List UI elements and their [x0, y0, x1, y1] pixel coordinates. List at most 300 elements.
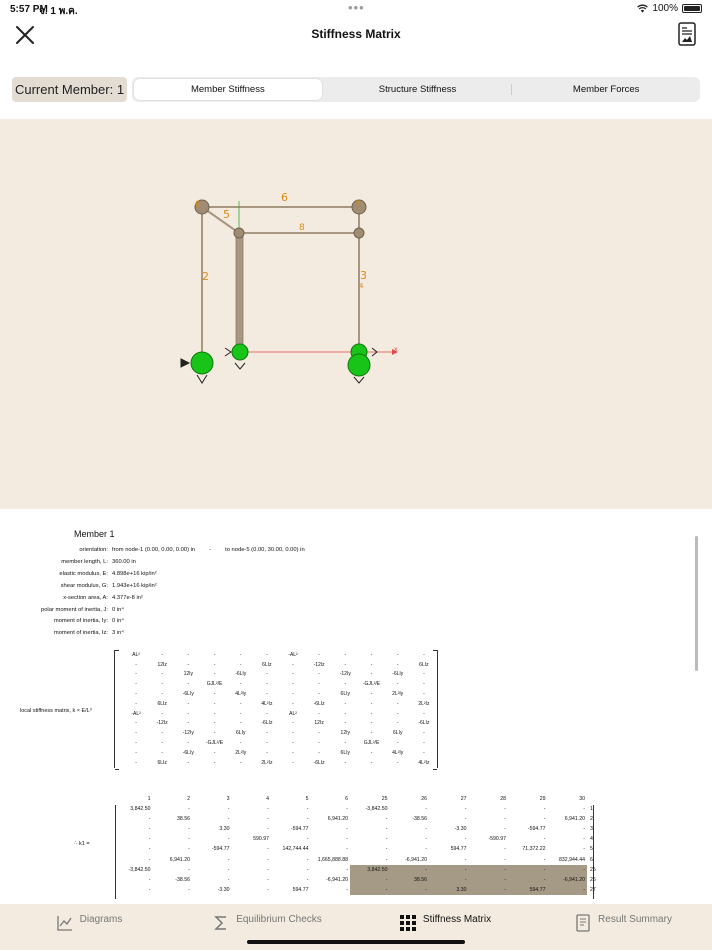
- matrix-cell: -: [385, 846, 388, 853]
- matrix-row: [123, 660, 437, 670]
- matrix-row: [123, 709, 437, 719]
- matrix-cell: -: [370, 710, 373, 717]
- matrix-cell: -: [266, 651, 268, 658]
- matrix-cell: -: [266, 749, 268, 756]
- support-node[interactable]: [348, 354, 370, 376]
- matrix-cell: 6LIz: [419, 661, 429, 668]
- matrix-cell: -: [385, 856, 388, 863]
- matrix-cell: -: [425, 836, 427, 843]
- matrix-cell: -6LIy: [392, 671, 404, 678]
- matrix-cell: -: [306, 836, 309, 843]
- prop-value: from node-1 (0.00, 0.00, 0.00) in: [112, 547, 196, 553]
- tab-label: Diagrams: [79, 914, 123, 925]
- matrix-cell: 2L²Iy: [235, 749, 247, 756]
- member-label: 6: [281, 191, 288, 204]
- matrix-cell: -: [187, 661, 190, 668]
- page-title: Stiffness Matrix: [311, 27, 401, 41]
- matrix-cell: -: [267, 856, 269, 863]
- matrix-cell: -: [396, 720, 399, 727]
- matrix-row: [123, 719, 437, 729]
- matrix-cell: -: [292, 700, 294, 707]
- matrix-cell: -: [161, 671, 163, 678]
- matrix-cell: -6,941.20: [405, 856, 427, 863]
- matrix-column-header: 6: [345, 796, 348, 802]
- matrix-cell: -: [350, 875, 390, 885]
- member-label: 3: [360, 269, 367, 282]
- battery-icon: [682, 4, 702, 13]
- matrix-cell: -: [344, 710, 347, 717]
- matrix-row: [113, 814, 601, 824]
- matrix-cell: -: [396, 651, 399, 658]
- prop-label: elastic modulus, E:: [59, 570, 108, 577]
- matrix-row-number: 25: [590, 866, 596, 873]
- matrix-cell: -: [213, 730, 216, 737]
- matrix-cell: -: [504, 816, 506, 823]
- matrix-row-number: 2: [590, 816, 593, 823]
- prop-value: 0 in⁴: [112, 618, 124, 625]
- matrix-cell: -: [469, 865, 509, 875]
- matrix-column-header: 4: [266, 796, 269, 802]
- matrix-cell: -6LIz: [418, 720, 430, 727]
- prop-label: member length, L:: [61, 558, 108, 565]
- matrix-cell: -: [227, 816, 230, 823]
- matrix-cell: 590.97: [253, 836, 269, 843]
- matrix-cell: -: [370, 691, 373, 698]
- matrix-cell: 6,941.20: [564, 816, 585, 823]
- matrix-cell: 594.77: [292, 886, 309, 893]
- matrix-row: [113, 885, 601, 895]
- matrix-cell: -: [135, 749, 137, 756]
- matrix-cell: 38.56: [177, 816, 190, 823]
- chart-icon: [56, 914, 74, 932]
- matrix-cell: 6LIy: [236, 730, 246, 737]
- matrix-cell: 3.30: [219, 826, 230, 833]
- matrix-cell: -: [385, 816, 388, 823]
- prop-value: 1.943e+16 kip/in²: [112, 582, 157, 589]
- home-indicator[interactable]: [247, 940, 465, 944]
- matrix-cell: -: [148, 846, 151, 853]
- navigation-bar: [0, 18, 712, 52]
- matrix-cell: -: [344, 720, 347, 727]
- member-label: 5: [223, 208, 230, 221]
- tab-label: Equilibrium Checks: [236, 914, 322, 925]
- matrix-cell: -: [266, 710, 268, 717]
- matrix-column-header: 3: [226, 796, 230, 802]
- node[interactable]: [234, 228, 244, 238]
- matrix-cell: -: [370, 651, 373, 658]
- status-date: จ. 1 พ.ค.: [39, 6, 78, 17]
- matrix-cell: -6LIz: [261, 720, 273, 727]
- matrix-cell: -6,941.20: [326, 876, 348, 883]
- matrix-cell: -: [239, 661, 242, 668]
- support-node[interactable]: [191, 352, 213, 374]
- matrix-cell: -: [267, 806, 269, 813]
- matrix-row: [123, 650, 437, 660]
- matrix-column-header: 5: [305, 796, 309, 802]
- tab-structure-stiffness[interactable]: Structure Stiffness: [378, 84, 457, 95]
- matrix-cell: -: [135, 661, 137, 668]
- matrix-row-number: 4: [590, 836, 593, 843]
- matrix-cell: -: [148, 886, 151, 893]
- matrix-cell: -: [396, 710, 399, 717]
- matrix-cell: -: [423, 749, 425, 756]
- local-matrix-label: local stiffness matrix, k × E/L³: [20, 708, 92, 714]
- local-matrix-table: [123, 650, 437, 768]
- prop-value: 3 in⁴: [112, 630, 124, 637]
- matrix-cell: 12Iy: [183, 671, 194, 678]
- matrix-cell: -: [187, 651, 190, 658]
- matrix-cell: GJL²/E: [206, 681, 223, 688]
- matrix-cell: -: [318, 730, 320, 737]
- matrix-cell: -: [583, 806, 585, 813]
- report-icon[interactable]: [678, 22, 696, 46]
- matrix-cell: -: [464, 856, 467, 863]
- prop-value: 4.898e+16 kip/in²: [112, 570, 157, 577]
- matrix-cell: -: [346, 886, 348, 893]
- matrix-cell: -: [267, 876, 269, 883]
- prop-label: x-section area, A:: [63, 594, 108, 601]
- matrix-cell: 142,744.44: [282, 846, 309, 853]
- document-icon: [574, 914, 592, 932]
- view-selector-bar: [0, 76, 712, 104]
- matrix-cell: -: [344, 759, 347, 766]
- matrix-cell: 6LIz: [262, 661, 272, 668]
- scroll-indicator[interactable]: [695, 536, 698, 671]
- matrix-cell: -: [213, 749, 216, 756]
- matrix-cell: -: [370, 720, 373, 727]
- prop-value: 360.00 in: [112, 558, 136, 565]
- matrix-cell: 6,941.20: [327, 816, 348, 823]
- matrix-cell: -: [135, 671, 137, 678]
- matrix-cell: -: [213, 759, 216, 766]
- matrix-cell: 832,944.44: [559, 856, 585, 863]
- matrix-cell: -: [543, 816, 546, 823]
- tab-member-stiffness[interactable]: Member Stiffness: [134, 79, 322, 100]
- matrix-cell: -: [346, 846, 348, 853]
- matrix-cell: -: [370, 700, 373, 707]
- matrix-cell: GJL²/E: [363, 740, 380, 747]
- matrix-row: [123, 738, 437, 748]
- matrix-cell: -: [292, 661, 294, 668]
- matrix-cell: AL²: [289, 710, 297, 717]
- matrix-row: [123, 728, 437, 738]
- matrix-cell: -: [161, 710, 163, 717]
- matrix-cell: -: [213, 651, 216, 658]
- matrix-header-row: [113, 794, 601, 804]
- matrix-cell: -594.77: [290, 826, 309, 833]
- matrix-cell: -: [344, 700, 347, 707]
- matrix-row: [113, 824, 601, 834]
- matrix-cell: -: [425, 846, 427, 853]
- matrix-cell: -: [239, 720, 242, 727]
- matrix-cell: 1,665,888.88: [317, 856, 348, 863]
- matrix-cell: -: [396, 661, 399, 668]
- member-label: 2: [202, 270, 209, 283]
- matrix-column-header: 26: [421, 796, 427, 802]
- tab-diagrams[interactable]: [0, 904, 178, 950]
- matrix-cell: -: [266, 681, 268, 688]
- prop-label: orientation:: [79, 547, 108, 553]
- matrix-cell: -: [469, 875, 509, 885]
- matrix-cell: -: [227, 876, 230, 883]
- matrix-cell: -: [306, 816, 309, 823]
- matrix-cell: -: [344, 651, 347, 658]
- matrix-cell: -12Iy: [182, 730, 194, 737]
- matrix-cell: -3.30: [454, 826, 467, 833]
- selected-member-1[interactable]: [236, 233, 243, 352]
- matrix-cell: -12Iz: [156, 720, 168, 727]
- matrix-cell: -: [306, 866, 309, 873]
- matrix-cell: -: [292, 759, 294, 766]
- matrix-cell: -: [508, 865, 548, 875]
- matrix-cell: -: [504, 826, 506, 833]
- grid-icon: [399, 914, 417, 932]
- matrix-cell: -: [188, 826, 190, 833]
- stiffness-segmented-control: [132, 77, 700, 102]
- matrix-cell: -: [188, 866, 190, 873]
- support-node[interactable]: [232, 344, 248, 360]
- matrix-cell: -: [148, 836, 151, 843]
- matrix-column-header: 28: [500, 796, 506, 802]
- matrix-cell: -: [266, 740, 268, 747]
- matrix-cell: -: [267, 846, 269, 853]
- matrix-cell: -: [213, 710, 216, 717]
- matrix-cell: -: [469, 885, 509, 895]
- prop-label: shear modulus, G:: [60, 582, 108, 589]
- matrix-cell: -: [292, 720, 294, 727]
- matrix-cell: -: [188, 846, 190, 853]
- matrix-cell: -: [161, 691, 163, 698]
- matrix-cell: -: [292, 740, 294, 747]
- structure-model[interactable]: [0, 119, 712, 509]
- matrix-cell: -: [148, 826, 151, 833]
- matrix-row: [113, 804, 601, 814]
- matrix-cell: 594.77: [450, 846, 467, 853]
- matrix-cell: -: [396, 740, 399, 747]
- node[interactable]: [354, 228, 364, 238]
- matrix-cell: -: [306, 806, 309, 813]
- matrix-row: [123, 679, 437, 689]
- member-title: Member 1: [74, 529, 115, 539]
- matrix-row: [113, 854, 601, 864]
- matrix-row: [123, 670, 437, 680]
- matrix-cell: -: [187, 700, 190, 707]
- matrix-row-number: 6: [590, 856, 593, 863]
- matrix-cell: -: [385, 826, 388, 833]
- matrix-cell: -: [213, 720, 216, 727]
- matrix-cell: -: [344, 661, 347, 668]
- matrix-cell: -: [370, 749, 373, 756]
- matrix-cell: -594.77: [211, 846, 230, 853]
- matrix-cell: -: [390, 885, 430, 895]
- matrix-cell: -: [306, 876, 309, 883]
- matrix-cell: 6LIy: [340, 691, 350, 698]
- matrix-cell: -: [239, 681, 242, 688]
- member-label: 8: [299, 223, 305, 233]
- matrix-cell: 6LIy: [340, 749, 350, 756]
- matrix-cell: 38.56: [390, 875, 430, 885]
- matrix-cell: -: [161, 651, 163, 658]
- matrix-column-header: 27: [460, 796, 467, 802]
- tab-result-summary[interactable]: [534, 904, 712, 950]
- matrix-cell: -: [135, 691, 137, 698]
- matrix-cell: -: [213, 671, 216, 678]
- matrix-cell: -: [267, 816, 269, 823]
- matrix-cell: -: [346, 866, 348, 873]
- prop-label: moment of inertia, Iz:: [53, 630, 108, 637]
- matrix-cell: 594.77: [508, 885, 548, 895]
- matrix-cell: -6,941.20: [548, 875, 588, 885]
- matrix-column-header: 25: [381, 796, 388, 802]
- matrix-cell: -: [370, 759, 373, 766]
- matrix-row-number: 1: [590, 806, 593, 813]
- matrix-cell: 6LIy: [393, 730, 403, 737]
- matrix-cell: -: [187, 759, 190, 766]
- matrix-row-number: 3: [590, 826, 593, 833]
- matrix-cell: -: [464, 816, 467, 823]
- global-matrix-label: ∴ k1 =: [74, 841, 90, 847]
- matrix-row-number: 27: [590, 886, 596, 893]
- matrix-cell: -6LIy: [235, 671, 247, 678]
- matrix-cell: -: [423, 671, 425, 678]
- matrix-cell: -: [187, 681, 190, 688]
- matrix-row: [113, 834, 601, 844]
- current-member-button[interactable]: Current Member: 1: [12, 77, 127, 102]
- matrix-row: [123, 699, 437, 709]
- matrix-cell: -: [188, 806, 190, 813]
- matrix-cell: 12Iz: [157, 661, 167, 668]
- battery-percent: 100%: [652, 3, 678, 14]
- matrix-cell: -: [266, 671, 268, 678]
- matrix-cell: -6LIy: [182, 749, 194, 756]
- matrix-cell: -: [292, 730, 294, 737]
- matrix-cell: -: [239, 700, 242, 707]
- matrix-cell: -: [292, 691, 294, 698]
- matrix-cell: -38.56: [175, 876, 190, 883]
- matrix-cell: 12Iy: [340, 730, 350, 737]
- status-battery: [637, 3, 702, 14]
- matrix-cell: -: [423, 691, 425, 698]
- node-label: 7: [355, 200, 361, 210]
- matrix-cell: -: [148, 816, 151, 823]
- structure-view[interactable]: [0, 119, 712, 509]
- matrix-cell: -: [148, 856, 151, 863]
- matrix-cell: -: [385, 836, 388, 843]
- matrix-cell: -6LIz: [313, 700, 325, 707]
- matrix-cell: -GJL²/E: [205, 740, 224, 747]
- matrix-cell: 12Iz: [314, 720, 324, 727]
- matrix-cell: -: [423, 710, 425, 717]
- matrix-cell: -: [464, 806, 467, 813]
- matrix-cell: -: [344, 740, 347, 747]
- matrix-cell: -: [188, 886, 190, 893]
- matrix-cell: -38.56: [412, 816, 427, 823]
- matrix-cell: -: [346, 806, 348, 813]
- prop-separator: -: [209, 547, 212, 553]
- matrix-cell: -: [396, 681, 399, 688]
- matrix-cell: -3,842.50: [128, 866, 151, 873]
- matrix-cell: -: [350, 885, 390, 895]
- status-time: 5:57 PM: [10, 4, 48, 15]
- matrix-cell: -: [135, 720, 137, 727]
- matrix-cell: -: [318, 671, 320, 678]
- matrix-cell: -: [370, 661, 373, 668]
- matrix-cell: -: [266, 691, 268, 698]
- matrix-row: [113, 875, 601, 885]
- matrix-cell: -12Iy: [339, 671, 351, 678]
- matrix-cell: -: [292, 749, 294, 756]
- matrix-cell: -: [429, 875, 469, 885]
- matrix-cell: -: [135, 700, 137, 707]
- matrix-row: [113, 865, 601, 875]
- prop-label: moment of inertia, Iy:: [53, 618, 108, 625]
- matrix-cell: -: [267, 826, 269, 833]
- matrix-row: [123, 748, 437, 758]
- prop-value: 0 in⁴: [112, 606, 124, 613]
- matrix-cell: -: [370, 730, 373, 737]
- matrix-cell: -: [135, 730, 137, 737]
- matrix-cell: -: [346, 836, 348, 843]
- matrix-cell: 6LIz: [157, 759, 167, 766]
- matrix-cell: -: [429, 865, 469, 875]
- matrix-cell: -: [227, 836, 230, 843]
- matrix-cell: -: [318, 749, 320, 756]
- matrix-cell: -: [318, 681, 320, 688]
- matrix-cell: -: [583, 826, 585, 833]
- matrix-cell: 4L²Iz: [261, 700, 273, 707]
- matrix-cell: 2L²Iz: [261, 759, 273, 766]
- global-stiffness-matrix: [113, 794, 605, 895]
- matrix-cell: -: [464, 836, 467, 843]
- matrix-cell: -AL²: [131, 710, 141, 717]
- matrix-cell: -3.30: [217, 886, 230, 893]
- matrix-cell: -: [213, 700, 216, 707]
- matrix-cell: -: [161, 681, 163, 688]
- sigma-icon: [212, 914, 230, 932]
- member-label: 4: [359, 282, 364, 290]
- matrix-cell: -AL²: [288, 651, 298, 658]
- tab-label: Stiffness Matrix: [422, 914, 492, 925]
- matrix-cell: -6LIz: [313, 759, 325, 766]
- tab-member-forces[interactable]: Member Forces: [572, 84, 640, 95]
- matrix-cell: -: [318, 740, 320, 747]
- matrix-cell: -: [239, 651, 242, 658]
- local-stiffness-matrix: [114, 650, 438, 768]
- matrix-cell: -: [292, 671, 294, 678]
- wifi-icon: [637, 4, 648, 13]
- matrix-cell: -: [213, 661, 216, 668]
- matrix-row: [113, 844, 601, 854]
- matrix-cell: -: [306, 856, 309, 863]
- matrix-cell: -: [239, 710, 242, 717]
- matrix-cell: -: [267, 886, 269, 893]
- matrix-cell: -: [239, 740, 242, 747]
- matrix-cell: 3.30: [429, 885, 469, 895]
- matrix-cell: -: [548, 865, 588, 875]
- matrix-cell: -: [266, 730, 268, 737]
- stiffness-report[interactable]: [0, 509, 712, 904]
- matrix-cell: -: [187, 710, 190, 717]
- matrix-cell: 4L²Iy: [392, 749, 404, 756]
- multitask-dots-icon[interactable]: •••: [348, 0, 365, 15]
- matrix-cell: -: [548, 885, 588, 895]
- matrix-cell: -: [188, 836, 190, 843]
- matrix-cell: -: [370, 671, 373, 678]
- matrix-cell: -: [318, 691, 320, 698]
- matrix-row: [123, 758, 437, 768]
- matrix-cell: AL²: [132, 651, 140, 658]
- matrix-cell: -: [346, 826, 348, 833]
